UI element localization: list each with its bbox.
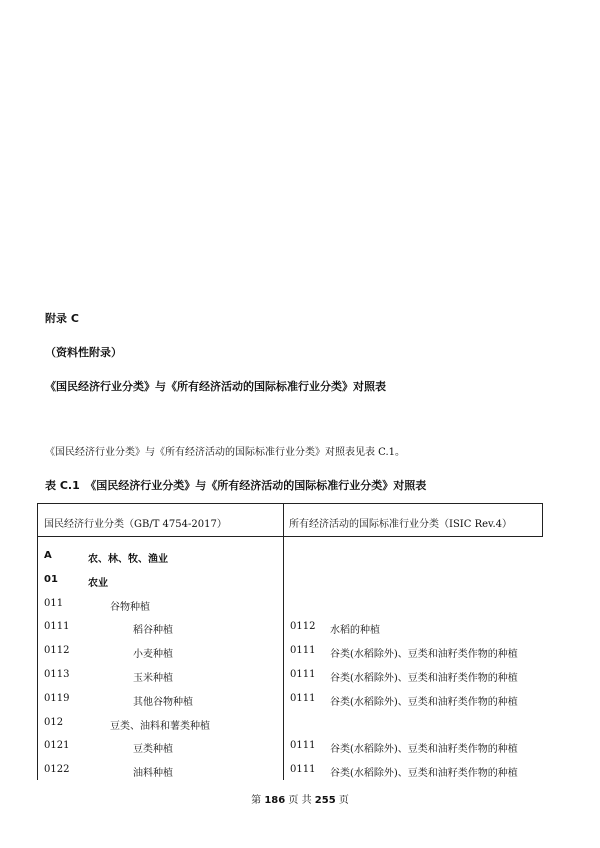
table-right-border [542, 503, 543, 536]
table-header-border [37, 536, 543, 537]
row-gbt-name: 豆类、油料和薯类种植 [110, 721, 210, 732]
row-isic-code: 0112 [290, 621, 316, 632]
footer-prefix: 第 [251, 795, 262, 806]
row-gbt-name: 小麦种植 [133, 649, 173, 660]
row-gbt-code: 0112 [44, 645, 70, 656]
row-isic-name: 谷类(水稻除外)、豆类和油籽类作物的种植 [330, 744, 518, 755]
row-gbt-name: 农、林、牧、渔业 [88, 554, 168, 565]
table-column-divider [283, 503, 284, 780]
appendix-type: （资料性附录） [45, 346, 122, 359]
row-gbt-name: 油料种植 [133, 768, 173, 779]
table-left-border [37, 503, 38, 780]
page-footer [0, 791, 600, 806]
row-isic-name: 谷类(水稻除外)、豆类和油籽类作物的种植 [330, 768, 518, 779]
footer-suffix: 页 [338, 795, 349, 806]
row-isic-name: 谷类(水稻除外)、豆类和油籽类作物的种植 [330, 649, 518, 660]
table-top-border [37, 503, 543, 504]
footer-page-number: 186 [264, 795, 286, 806]
row-gbt-code: 0113 [44, 669, 70, 680]
row-gbt-code: 012 [44, 717, 64, 728]
row-gbt-name: 农业 [88, 578, 108, 589]
appendix-title: 附录 C [45, 312, 79, 325]
row-gbt-code: 0122 [44, 764, 70, 775]
row-isic-code: 0111 [290, 645, 316, 656]
row-gbt-code: 0119 [44, 693, 70, 704]
row-gbt-code: A [44, 550, 52, 561]
row-isic-code: 0111 [290, 740, 316, 751]
row-isic-code: 0111 [290, 693, 316, 704]
table-caption: 表 C.1 《国民经济行业分类》与《所有经济活动的国际标准行业分类》对照表 [45, 479, 427, 492]
row-gbt-name: 其他谷物种植 [133, 697, 193, 708]
row-isic-name: 谷类(水稻除外)、豆类和油籽类作物的种植 [330, 697, 518, 708]
document-heading: 《国民经济行业分类》与《所有经济活动的国际标准行业分类》对照表 [45, 380, 386, 393]
row-isic-code: 0111 [290, 764, 316, 775]
row-isic-name: 谷类(水稻除外)、豆类和油籽类作物的种植 [330, 673, 518, 684]
table-header-isic: 所有经济活动的国际标准行业分类（ISIC Rev.4） [289, 519, 513, 530]
row-gbt-code: 011 [44, 598, 64, 609]
row-gbt-code: 01 [44, 574, 58, 585]
intro-paragraph: 《国民经济行业分类》与《所有经济活动的国际标准行业分类》对照表见表 C.1。 [45, 447, 406, 458]
table-header-gbt: 国民经济行业分类（GB/T 4754-2017） [44, 519, 227, 530]
row-gbt-name: 谷物种植 [110, 602, 150, 613]
row-gbt-code: 0111 [44, 621, 70, 632]
row-isic-code: 0111 [290, 669, 316, 680]
row-gbt-code: 0121 [44, 740, 70, 751]
row-isic-name: 水稻的种植 [330, 625, 380, 636]
row-gbt-name: 稻谷种植 [133, 625, 173, 636]
footer-total-pages: 255 [314, 795, 336, 806]
row-gbt-name: 玉米种植 [133, 673, 173, 684]
row-gbt-name: 豆类种植 [133, 744, 173, 755]
footer-middle: 页 共 [288, 795, 312, 806]
